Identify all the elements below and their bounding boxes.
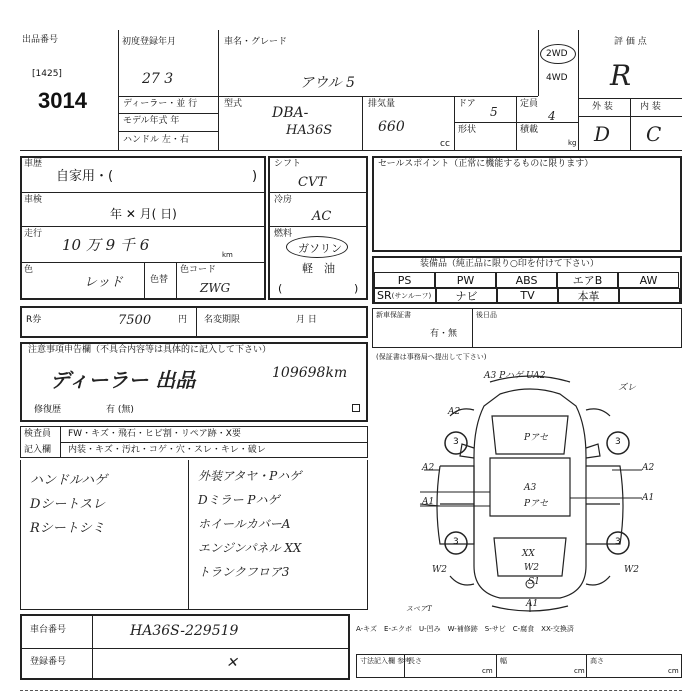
notes-title: 注意事項申告欄（不具合内容等は具体的に記入して下さい） — [28, 345, 272, 355]
colorcode-value: ZWG — [200, 281, 231, 295]
dealer-label: ディーラー・並 行 — [123, 99, 198, 109]
mark-center2: Pアセ — [524, 499, 548, 509]
type-label: 型式 — [224, 99, 243, 109]
mark-a2-right: A2 — [642, 463, 655, 473]
repair-value: 有 (無) — [106, 405, 134, 415]
fuel-paren-open: ( — [278, 282, 283, 295]
warranty-label: 新車保証書 — [376, 311, 411, 319]
lot-number: 3014 — [38, 88, 87, 113]
fuel-label: 燃料 — [274, 229, 293, 239]
wheel-mark-fl: 3 — [453, 437, 459, 447]
ac-value: AC — [312, 209, 332, 224]
displacement-value: 660 — [378, 119, 405, 135]
mark-a1-left: A1 — [422, 497, 435, 507]
equip-sr: SR (サンルーフ) — [374, 288, 436, 303]
exterior-label: 外 装 — [592, 102, 613, 112]
size-length: 長さ — [408, 657, 422, 665]
recycle-value: 7500 — [118, 313, 152, 328]
comment-left-2: Rシートシミ — [30, 521, 105, 536]
lot-label: 出品番号 — [22, 35, 59, 45]
interior-label: 内 装 — [640, 102, 661, 112]
capacity-value: 4 — [548, 109, 556, 123]
mark-center1: A3 — [524, 483, 537, 493]
lot-number-box — [20, 30, 118, 150]
inspector-items: FW・キズ・飛石・ヒビ割・リペア跡・X要 — [68, 429, 241, 439]
mark-a2-side: A2 — [422, 463, 435, 473]
km-unit: km — [222, 251, 233, 259]
exterior-value: D — [594, 122, 611, 146]
after-label: 後日品 — [476, 311, 497, 319]
warranty-box — [372, 308, 682, 348]
mark-a2-left: A2 — [448, 407, 461, 417]
drive-4wd: 4WD — [546, 73, 568, 83]
name-change-value: 月 日 — [296, 315, 317, 325]
sales-point-box — [372, 156, 682, 252]
notes-mileage: 109698km — [272, 365, 348, 381]
ac-label: 冷房 — [274, 195, 293, 205]
comment-right-1: Dミラー Pハゲ — [198, 493, 280, 507]
inspection-label: 車検 — [24, 195, 43, 205]
wheel-circles — [445, 432, 629, 554]
shift-label: シフト — [274, 159, 302, 169]
mark-w2-right: W2 — [624, 565, 639, 575]
mark-top2: ズレ — [618, 383, 637, 393]
equip-row2-0: ナビ — [436, 288, 497, 303]
first-reg-value: 27 3 — [142, 71, 174, 87]
history-value: 自家用・( — [56, 169, 114, 184]
diagram-note: (保証書は事務局へ提出して下さい) — [376, 353, 487, 361]
mark-a1-right: A1 — [642, 493, 655, 503]
type-value-1: DBA- — [272, 105, 309, 121]
warranty-value: 有・無 — [430, 329, 458, 339]
equipment-title: 装備品（純正品に限り○印を付けて下さい） — [420, 259, 599, 269]
equip-4: AW — [618, 272, 679, 288]
car-grade-label: 車名・グレード — [224, 37, 288, 47]
repair-check — [352, 404, 360, 412]
lot-code: [1425] — [32, 69, 62, 79]
chassis-label: 車台番号 — [30, 625, 67, 635]
comment-right-0: 外装アタヤ・Pハゲ — [198, 469, 302, 483]
color-value: レッド — [84, 275, 123, 290]
history-label: 車歴 — [24, 159, 43, 169]
color-label: 色 — [24, 265, 34, 275]
sales-point-title: セールスポイント（正常に機能するものに限ります） — [378, 159, 594, 169]
history-close: ) — [252, 169, 258, 184]
size-height-cm: cm — [668, 667, 679, 675]
fuel-diesel: 軽 油 — [302, 262, 335, 275]
kg-unit: kg — [568, 139, 577, 147]
reg-label: 登録番号 — [30, 657, 67, 667]
chassis-value: HA36S-229519 — [130, 623, 239, 639]
comment-right-2: ホイールカバーA — [198, 517, 291, 531]
load-label: 積載 — [520, 125, 539, 135]
capacity-label: 定員 — [520, 99, 539, 109]
mark-a1-bottom: A1 — [526, 599, 539, 609]
size-width: 幅 — [500, 657, 507, 665]
repair-label: 修復歴 — [34, 405, 62, 415]
interior-value: C — [646, 122, 662, 146]
fuel-gas-circle — [286, 236, 348, 258]
mark-w2-left: W2 — [432, 565, 447, 575]
comment-right-3: エンジンパネル XX — [198, 541, 302, 555]
mileage-label: 走行 — [24, 229, 43, 239]
mark-rear3: S1 — [528, 577, 540, 587]
mark-rear2: W2 — [524, 563, 539, 573]
yen-unit: 円 — [178, 315, 188, 325]
equip-row2-1: TV — [497, 288, 558, 303]
record-label: 記入欄 — [24, 445, 52, 455]
wheel-mark-fr: 3 — [615, 437, 621, 447]
equip-2: ABS — [496, 272, 557, 288]
mark-rear1: XX — [522, 549, 535, 559]
size-label: 寸法記入欄 参考 — [360, 657, 412, 665]
comment-right-4: トランクフロア3 — [198, 565, 290, 579]
comment-left-0: ハンドルハゲ — [30, 473, 108, 488]
wheel-mark-rl: 3 — [453, 537, 459, 547]
fuel-gasoline: ガソリン — [298, 242, 342, 255]
inspection-value: 年 ✕ 月( 日) — [110, 207, 177, 221]
shift-value: CVT — [298, 175, 327, 190]
cc-unit: cc — [440, 139, 450, 149]
colorcode-label: 色コード — [180, 265, 217, 275]
wheel-mark-rr: 3 — [615, 537, 621, 547]
equip-1: PW — [435, 272, 496, 288]
recycle-label: R券 — [26, 315, 42, 325]
size-height: 高さ — [590, 657, 604, 665]
size-length-cm: cm — [482, 667, 493, 675]
name-change-label: 名変期限 — [204, 315, 241, 325]
comment-left-1: Dシートスレ — [30, 497, 106, 512]
notes-dealer: ディーラー 出品 — [50, 368, 196, 392]
shape-label: 形状 — [458, 125, 477, 135]
type-value-2: HA36S — [286, 123, 333, 138]
displacement-label: 排気量 — [368, 99, 396, 109]
equip-row2-2: 本革 — [558, 288, 619, 303]
equip-0: PS — [374, 272, 435, 288]
diagram-legend: A-キズ E-エクボ U-凹み W-補修跡 S-サビ C-腐食 XX-交換済 — [356, 625, 574, 633]
mark-roof: Pアセ — [524, 433, 548, 443]
inspector-label: 検査員 — [24, 429, 52, 439]
mark-spare: スペアT — [406, 605, 432, 613]
drive-2wd-circle — [540, 44, 576, 64]
record-items: 内装・キズ・汚れ・コゲ・穴・スレ・キレ・破レ — [68, 445, 266, 455]
rating-value: R — [610, 59, 632, 92]
reg-value: ✕ — [226, 655, 238, 671]
handle-label: ハンドル 左・右 — [123, 135, 189, 145]
first-reg-label: 初度登録年月 — [122, 37, 177, 47]
car-grade-value: アウル 5 — [300, 75, 355, 91]
mileage-value: 10 万 9 千 6 — [62, 236, 150, 254]
fuel-paren-close: ) — [354, 282, 359, 295]
rating-label: 評 価 点 — [614, 37, 647, 47]
door-label: ドア — [458, 99, 476, 109]
door-value: 5 — [490, 105, 498, 119]
color2-label: 色替 — [150, 275, 169, 285]
model-year-label: モデル年式 年 — [123, 116, 180, 126]
size-width-cm: cm — [574, 667, 585, 675]
equip-3: エアB — [557, 272, 618, 288]
mark-top: A3 Pハゲ UA2 — [484, 371, 546, 381]
equip-blank — [619, 288, 680, 303]
drive-2wd: 2WD — [546, 49, 568, 59]
